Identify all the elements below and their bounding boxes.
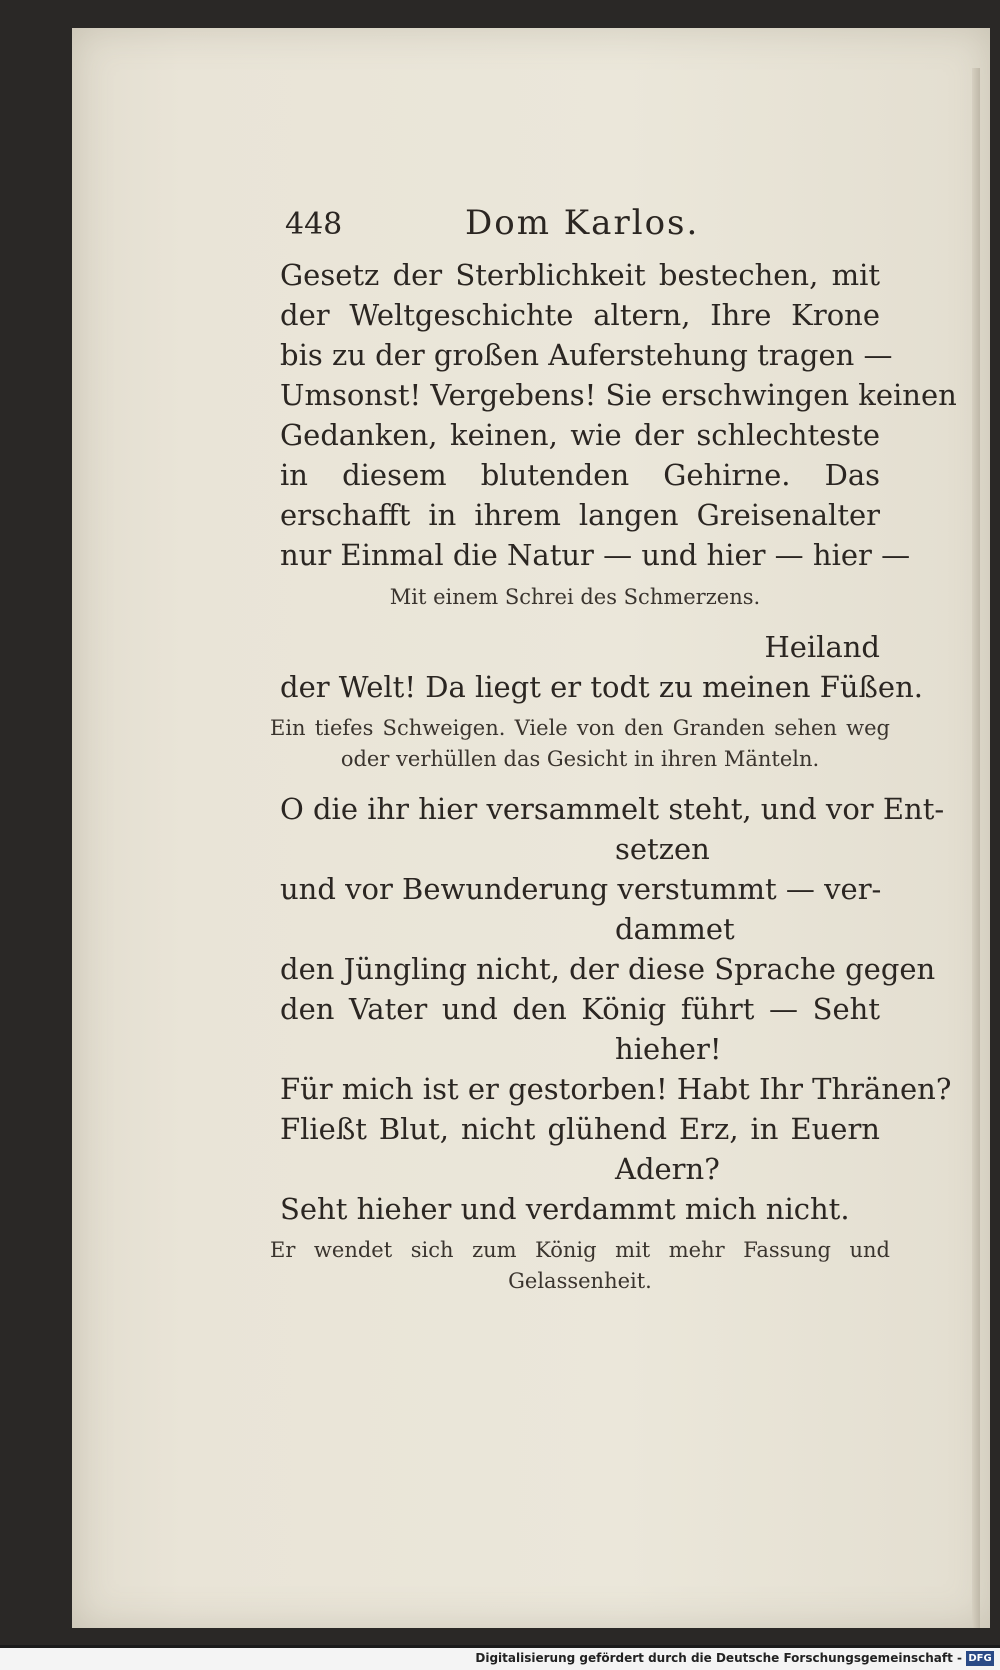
verse-line: der Welt! Da liegt er todt zu meinen Füßen. xyxy=(280,670,923,704)
verse-continuation: hieher! xyxy=(615,1032,722,1066)
verse-line: den Jüngling nicht, der diese Sprache gegen xyxy=(280,952,936,986)
verse-line: erschafft in ihrem langen Greisenalter xyxy=(280,498,880,532)
footer-bar xyxy=(0,1648,1000,1670)
stage-direction: Ein tiefes Schweigen. Viele von den Granden sehen weg oder verhüllen das Gesicht in ihren Mänteln. xyxy=(270,716,890,771)
verse-continuation: setzen xyxy=(615,832,710,866)
verse-line: der Weltgeschichte altern, Ihre Krone xyxy=(280,298,880,332)
page-edge xyxy=(972,68,980,1628)
page-header xyxy=(195,195,885,255)
verse-line: bis zu der großen Auferstehung tragen — xyxy=(280,338,893,372)
verse-line: Umsonst! Vergebens! Sie erschwingen keinen xyxy=(280,378,957,412)
verse-line: und vor Bewunderung verstummt — ver- xyxy=(280,872,882,906)
verse-line: nur Einmal die Natur — und hier — hier — xyxy=(280,538,911,572)
stage-direction: Er wendet sich zum König mit mehr Fassung und Gelassenheit. xyxy=(270,1238,890,1293)
funding-credit: Digitalisierung gefördert durch die Deutsche Forschungsgemeinschaft - xyxy=(475,1651,962,1665)
verse-line: Für mich ist er gestorben! Habt Ihr Thränen? xyxy=(280,1072,952,1106)
page-number: 448 xyxy=(285,207,343,242)
verse-line: Fließt Blut, nicht glühend Erz, in Euern xyxy=(280,1112,880,1146)
stage-direction: Mit einem Schrei des Schmerzens. xyxy=(389,585,761,609)
verse-line-right: Heiland xyxy=(764,630,880,664)
verse-line: in diesem blutenden Gehirne. Das xyxy=(280,458,880,492)
verse-line: Gedanken, keinen, wie der schlechteste xyxy=(280,418,880,452)
verse-line: den Vater und den König führt — Seht xyxy=(280,992,880,1026)
verse-continuation: dammet xyxy=(615,912,735,946)
verse-line: Seht hieher und verdammt mich nicht. xyxy=(280,1192,850,1226)
verse-line: O die ihr hier versammelt steht, und vor Ent- xyxy=(280,792,945,826)
verse-line: Gesetz der Sterblichkeit bestechen, mit xyxy=(280,258,880,292)
verse-continuation: Adern? xyxy=(615,1152,720,1186)
running-title: Dom Karlos. xyxy=(465,203,700,243)
dfg-logo-icon: DFG xyxy=(966,1651,994,1666)
page-text xyxy=(195,195,957,1297)
